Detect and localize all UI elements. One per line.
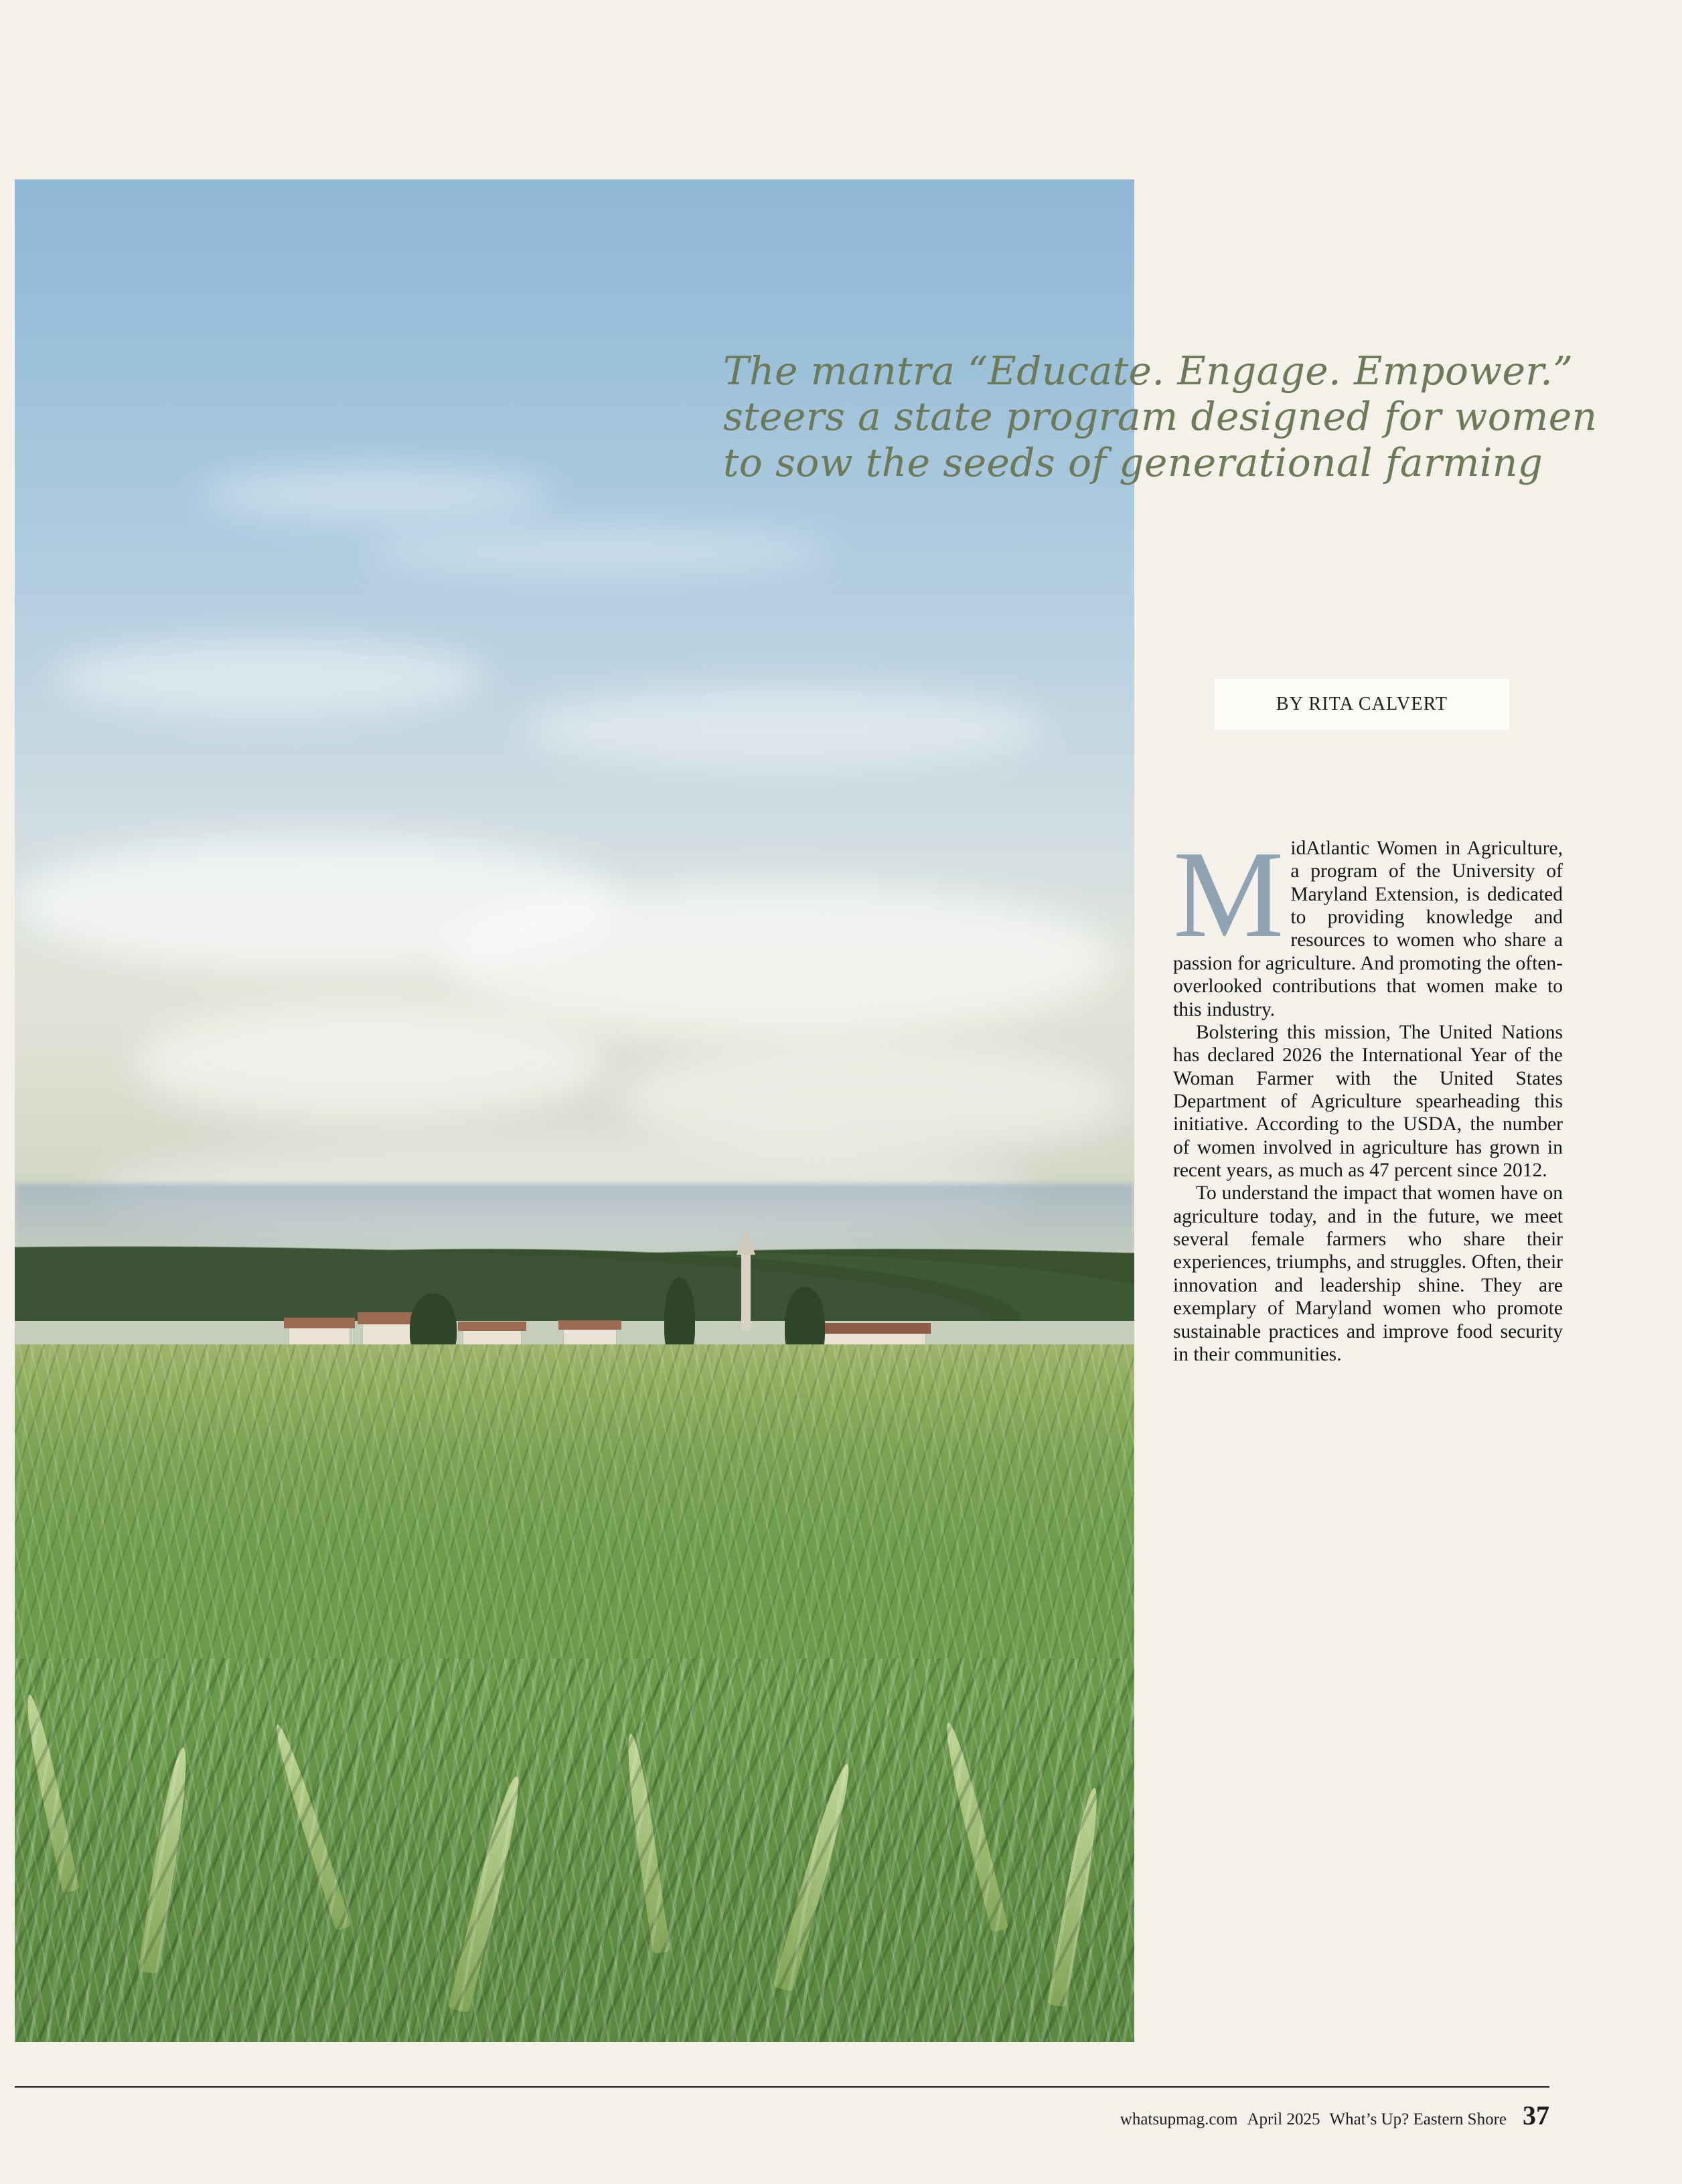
article-body [1173,826,1563,1366]
paragraph-3: To understand the impact that women have on agriculture today, and in the future, we meet several female farmers who share their experiences, triumphs, and struggles. Often, their innovation and leadership shine. They are exemplary of Maryland women who promote sustainable practices and improve food security in their communities. [1173,1182,1563,1365]
byline-text: BY RITA CALVERT [1276,694,1448,714]
corn-blade [21,1693,80,1893]
cornfield [15,1344,1134,2042]
cloud [202,467,550,521]
page-number: 37 [1523,2100,1549,2130]
headline-line-2: steers a state program designed for women [723,394,1598,440]
corn-blade [940,1721,1009,1933]
cloud [443,882,1113,1036]
cloud [55,641,483,715]
corn-blade [448,1774,527,2013]
paragraph-1 [1173,826,1563,1021]
footer-divider [15,2086,1549,2088]
paragraph-2: Bolstering this mission, The United Nations has declared 2026 the International Year of the Woman Farmer with the United States Department of Agriculture spearheading this initiative. According to the USDA, the number of women involved in agriculture has grown in recent years, as much as 47 percent since 2012. [1173,1021,1563,1182]
roof [284,1318,355,1328]
page-footer [937,2100,1549,2131]
footer-website[interactable]: whatsupmag.com [1120,2110,1238,2128]
headline-line-1: The mantra “Educate. Engage. Empower.” [723,348,1574,394]
cloud [524,688,1046,769]
corn-blade [138,1746,194,1974]
roof [820,1323,931,1334]
corn-blade [270,1722,352,1931]
footer-issue: April 2025 [1247,2110,1320,2128]
article-headline [723,348,1598,485]
roof [558,1320,621,1330]
roof [458,1322,526,1331]
corn-blade [773,1762,856,1993]
drop-cap: M [1173,826,1284,963]
cloud [135,1003,604,1123]
footer-publication: What’s Up? Eastern Shore [1329,2110,1507,2128]
headline-line-3: to sow the seeds of generational farming [723,439,1543,485]
corn-blade [1047,1786,1104,2007]
cloud [363,528,832,574]
church-steeple [741,1251,751,1331]
corn-blade [622,1733,670,1954]
paragraph-1-text: idAtlantic Women in Agriculture, a program of the University of Maryland Extension, is dedicated to providing knowledge and resources to women who share a passion for agriculture. And promoting the often-overlooked contributions that women make to this industry. [1173,838,1563,1020]
byline [1215,679,1509,730]
